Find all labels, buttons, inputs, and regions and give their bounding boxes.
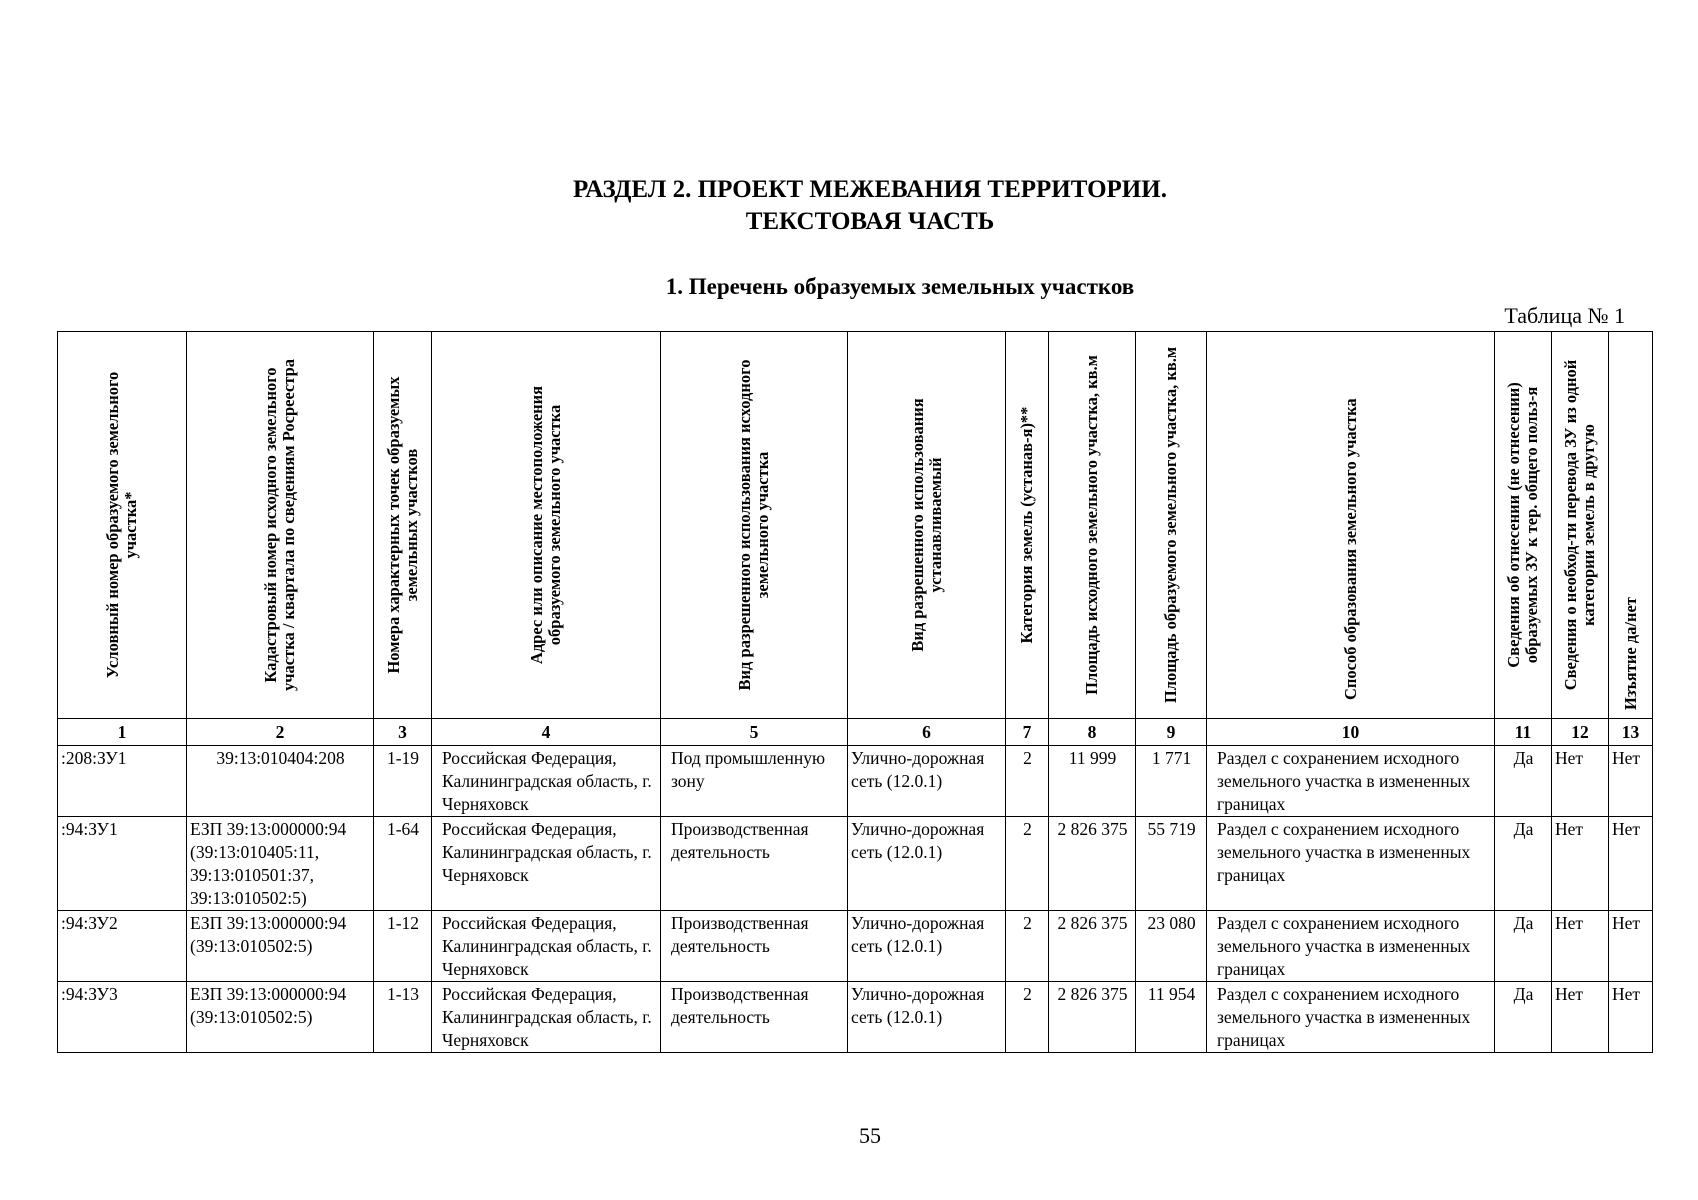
cell-source-permitted-use: Под промышленную зону bbox=[661, 746, 848, 817]
cell-seizure: Нет bbox=[1609, 911, 1653, 982]
table-row bbox=[58, 817, 1653, 911]
cell-cadastral-number: ЕЗП 39:13:000000:94 (39:13:010502:5) bbox=[187, 982, 374, 1053]
header-cadastral-number: Кадастровый номер исходного земельного участка / квартала по сведениям Росреестра bbox=[187, 332, 374, 719]
cell-address: Российская Федерация, Калининградская область, г. Черняховск bbox=[432, 817, 661, 911]
cell-public-use-info: Да bbox=[1495, 982, 1552, 1053]
cell-formed-area: 1 771 bbox=[1136, 746, 1207, 817]
column-number: 1 bbox=[58, 719, 187, 746]
cell-point-numbers: 1-13 bbox=[374, 982, 432, 1053]
table-row bbox=[58, 746, 1653, 817]
cell-seizure: Нет bbox=[1609, 817, 1653, 911]
table-header-row bbox=[58, 332, 1653, 719]
header-formed-area: Площадь образуемого земельного участка, кв.м bbox=[1136, 332, 1207, 719]
cell-cadastral-number: ЕЗП 39:13:000000:94 (39:13:010405:11, 39:13:010501:37, 39:13:010502:5) bbox=[187, 817, 374, 911]
section-title: 1. Перечень образуемых земельных участков bbox=[665, 274, 1135, 299]
column-number: 9 bbox=[1136, 719, 1207, 746]
header-seizure: Изъятие да/нет bbox=[1609, 332, 1653, 719]
cell-address: Российская Федерация, Калининградская область, г. Черняховск bbox=[432, 982, 661, 1053]
column-number: 10 bbox=[1207, 719, 1495, 746]
cell-established-permitted-use: Улично-дорожная сеть (12.0.1) bbox=[848, 911, 1006, 982]
land-plots-table bbox=[57, 331, 1653, 1053]
cell-established-permitted-use: Улично-дорожная сеть (12.0.1) bbox=[848, 746, 1006, 817]
header-established-permitted-use: Вид разрешенного использования устанавливаемый bbox=[848, 332, 1006, 719]
cell-established-permitted-use: Улично-дорожная сеть (12.0.1) bbox=[848, 817, 1006, 911]
table-row bbox=[58, 911, 1653, 982]
document-title-line-2: ТЕКСТОВАЯ ЧАСТЬ bbox=[745, 208, 995, 235]
cell-category-transfer-info: Нет bbox=[1552, 817, 1609, 911]
table-row bbox=[58, 982, 1653, 1053]
cell-formed-area: 23 080 bbox=[1136, 911, 1207, 982]
column-number-row bbox=[58, 719, 1653, 746]
cell-source-area: 11 999 bbox=[1049, 746, 1136, 817]
cell-conditional-number: :94:ЗУ3 bbox=[58, 982, 187, 1053]
cell-formation-method: Раздел с сохранением исходного земельного участка в измененных границах bbox=[1207, 911, 1495, 982]
cell-source-permitted-use: Производственная деятельность bbox=[661, 817, 848, 911]
column-number: 7 bbox=[1006, 719, 1049, 746]
column-number: 6 bbox=[848, 719, 1006, 746]
cell-category-transfer-info: Нет bbox=[1552, 746, 1609, 817]
header-conditional-number: Условный номер образуемого земельного участка* bbox=[58, 332, 187, 719]
column-number: 5 bbox=[661, 719, 848, 746]
cell-address: Российская Федерация, Калининградская область, г. Черняховск bbox=[432, 911, 661, 982]
page-number: 55 bbox=[859, 1123, 881, 1148]
column-number: 3 bbox=[374, 719, 432, 746]
cell-formation-method: Раздел с сохранением исходного земельного участка в измененных границах bbox=[1207, 982, 1495, 1053]
header-land-category: Категория земель (устанав-я)** bbox=[1006, 332, 1049, 719]
column-number: 2 bbox=[187, 719, 374, 746]
cell-formed-area: 11 954 bbox=[1136, 982, 1207, 1053]
document-title-line-1: РАЗДЕЛ 2. ПРОЕКТ МЕЖЕВАНИЯ ТЕРРИТОРИИ. bbox=[573, 176, 1167, 203]
cell-source-permitted-use: Производственная деятельность bbox=[661, 982, 848, 1053]
column-number: 4 bbox=[432, 719, 661, 746]
cell-point-numbers: 1-12 bbox=[374, 911, 432, 982]
cell-source-area: 2 826 375 bbox=[1049, 982, 1136, 1053]
column-number: 13 bbox=[1609, 719, 1653, 746]
cell-formation-method: Раздел с сохранением исходного земельного участка в измененных границах bbox=[1207, 746, 1495, 817]
cell-formation-method: Раздел с сохранением исходного земельного участка в измененных границах bbox=[1207, 817, 1495, 911]
cell-public-use-info: Да bbox=[1495, 746, 1552, 817]
cell-point-numbers: 1-19 bbox=[374, 746, 432, 817]
cell-conditional-number: :94:ЗУ2 bbox=[58, 911, 187, 982]
column-number: 11 bbox=[1495, 719, 1552, 746]
cell-conditional-number: :208:ЗУ1 bbox=[58, 746, 187, 817]
cell-point-numbers: 1-64 bbox=[374, 817, 432, 911]
cell-land-category: 2 bbox=[1006, 746, 1049, 817]
cell-source-permitted-use: Производственная деятельность bbox=[661, 911, 848, 982]
cell-established-permitted-use: Улично-дорожная сеть (12.0.1) bbox=[848, 982, 1006, 1053]
header-formation-method: Способ образования земельного участка bbox=[1207, 332, 1495, 719]
header-category-transfer-info: Сведения о необход-ти перевода ЗУ из одной категории земель в другую bbox=[1552, 332, 1609, 719]
cell-land-category: 2 bbox=[1006, 817, 1049, 911]
table-label: Таблица № 1 bbox=[1504, 303, 1625, 328]
column-number: 12 bbox=[1552, 719, 1609, 746]
cell-formed-area: 55 719 bbox=[1136, 817, 1207, 911]
cell-seizure: Нет bbox=[1609, 982, 1653, 1053]
header-public-use-info: Сведения об отнесении (не отнесении) образуемых ЗУ к тер. общего польз-я bbox=[1495, 332, 1552, 719]
cell-land-category: 2 bbox=[1006, 911, 1049, 982]
cell-conditional-number: :94:ЗУ1 bbox=[58, 817, 187, 911]
cell-category-transfer-info: Нет bbox=[1552, 982, 1609, 1053]
column-number: 8 bbox=[1049, 719, 1136, 746]
header-point-numbers: Номера характерных точек образуемых земельных участков bbox=[374, 332, 432, 719]
cell-address: Российская Федерация, Калининградская область, г. Черняховск bbox=[432, 746, 661, 817]
cell-source-area: 2 826 375 bbox=[1049, 817, 1136, 911]
cell-cadastral-number: ЕЗП 39:13:000000:94 (39:13:010502:5) bbox=[187, 911, 374, 982]
cell-seizure: Нет bbox=[1609, 746, 1653, 817]
header-source-area: Площадь исходного земельного участка, кв.м bbox=[1049, 332, 1136, 719]
cell-public-use-info: Да bbox=[1495, 911, 1552, 982]
header-address: Адрес или описание местоположения образуемого земельного участка bbox=[432, 332, 661, 719]
cell-public-use-info: Да bbox=[1495, 817, 1552, 911]
cell-category-transfer-info: Нет bbox=[1552, 911, 1609, 982]
cell-source-area: 2 826 375 bbox=[1049, 911, 1136, 982]
cell-cadastral-number: 39:13:010404:208 bbox=[187, 746, 374, 817]
header-source-permitted-use: Вид разрешенного использования исходного земельного участка bbox=[661, 332, 848, 719]
cell-land-category: 2 bbox=[1006, 982, 1049, 1053]
